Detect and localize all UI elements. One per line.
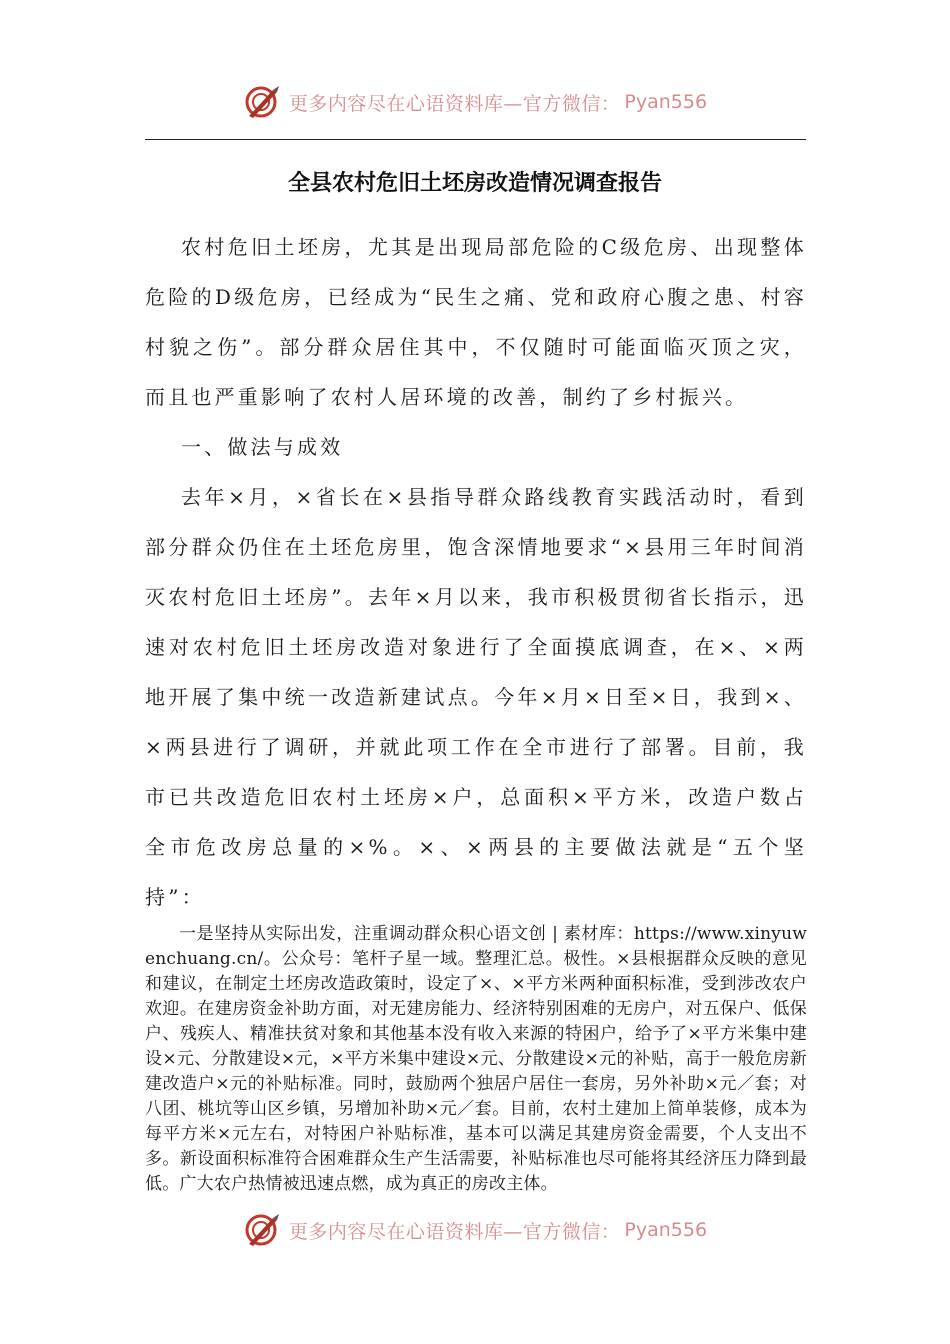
paragraph-background: 去年×月，×省长在×县指导群众路线教育实践活动时，看到部分群众仍住在土坯危房里，饱含深情地要求“×县用三年时间消灭农村危旧土坯房”。去年×月以来，我市积极贯彻省长指示，迅速对农村危旧土坯房改造对象进行了全面摸底调查，在×、×两地开展了集中统一改造新建试点。今年×月×日至×日，我到×、×两县进行了调研，并就此项工作在全市进行了部署。目前，我市已共改造危旧农村土坯房×户，总面积×平方米，改造户数占全市危改房总量的×%。×、×两县的主要做法就是“五个坚持”： bbox=[145, 485, 807, 909]
pen-logo-icon bbox=[243, 1210, 283, 1250]
wechat-id: Pyan556 bbox=[624, 91, 708, 113]
banner-text: 更多内容尽在心语资料库—官方微信： bbox=[288, 92, 621, 115]
wechat-id: Pyan556 bbox=[624, 1219, 708, 1241]
section-heading: 一、做法与成效 bbox=[181, 435, 344, 459]
banner-text: 更多内容尽在心语资料库—官方微信： bbox=[288, 1220, 621, 1243]
paragraph-first-practice: 一是坚持从实际出发，注重调动群众积心语文创 | 素材库：https://www.xinyuwenchuang.cn/。公众号：笔杆子星一域。整理汇总。极性。×县根据群众反映的意见和建议，在制定土坯房改造政策时，设定了×、×平方米两种面积标准，受到涉改农户欢迎。在建房资金补助方面，对无建房能力、经济特别困难的无房户，对五保户、低保户、残疾人、精准扶贫对象和其他基本没有收入来源的特困户，给予了×平方米集中建设×元、分散建设×元，×平方米集中建设×元、分散建设×元的补贴，高于一般危房新建改造户×元的补贴标准。同时，鼓励两个独居户居住一套房，另外补助×元／套；对八团、桃坑等山区乡镇，另增加补助×元／套。目前，农村土建加上简单装修，成本为每平方米×元左右，对特困户补贴标准，基本可以满足其建房资金需要，个人支出不多。新设面积标准符合困难群众生产生活需要，补贴标准也尽可能将其经济压力降到最低。广大农户热情被迅速点燃，成为真正的房改主体。 bbox=[145, 924, 807, 1194]
header-divider bbox=[145, 139, 806, 140]
header-banner bbox=[0, 80, 950, 124]
document-title: 全县农村危旧土坯房改造情况调查报告 bbox=[287, 171, 662, 196]
document-body bbox=[145, 222, 807, 1197]
footer-banner bbox=[0, 1208, 950, 1252]
paragraph-intro: 农村危旧土坯房，尤其是出现局部危险的C级危房、出现整体危险的D级危房，已经成为“民生之痛、党和政府心腹之患、村容村貌之伤”。部分群众居住其中，不仅随时可能面临灭顶之灾，而且也严重影响了农村人居环境的改善，制约了乡村振兴。 bbox=[145, 235, 807, 409]
pen-logo-icon bbox=[243, 82, 283, 122]
